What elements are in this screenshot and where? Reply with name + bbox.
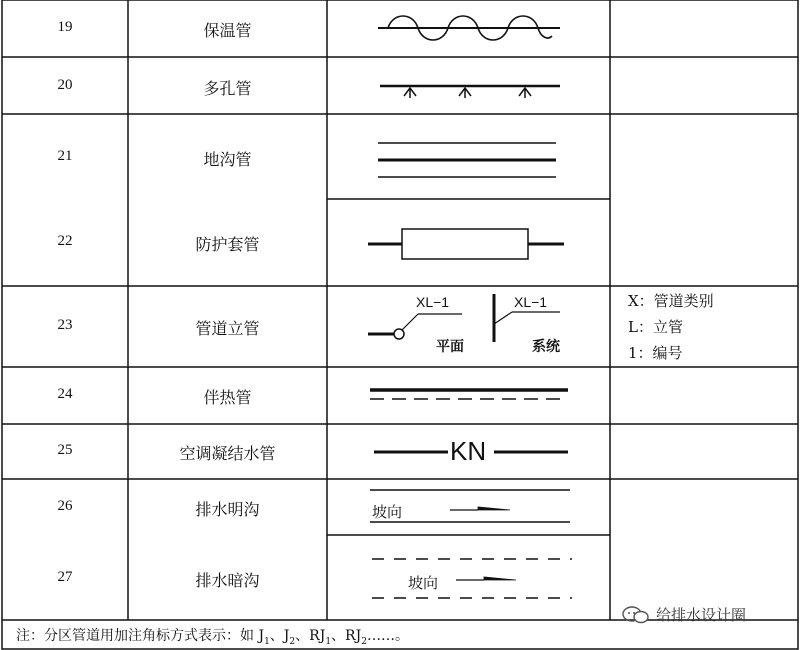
remark-line-1: X：管道类别 bbox=[628, 292, 714, 310]
watermark-text: 给排水设计圈 bbox=[656, 606, 747, 624]
symbol-insulated-pipe bbox=[378, 16, 560, 40]
symbol-covered-drain bbox=[372, 559, 572, 598]
symbol-porous-pipe bbox=[380, 86, 560, 98]
row-24-name: 伴热管 bbox=[203, 388, 252, 407]
row-21-name: 地沟管 bbox=[203, 150, 252, 169]
row-20-name: 多孔管 bbox=[203, 79, 252, 98]
row-24-number: 24 bbox=[57, 386, 73, 402]
row-27-number: 27 bbox=[57, 569, 73, 585]
row-22-number: 22 bbox=[57, 233, 73, 249]
remark-line-2: L：立管 bbox=[628, 318, 683, 336]
row-26-number: 26 bbox=[57, 498, 73, 514]
open-drain-slope-label: 坡向 bbox=[372, 503, 403, 521]
symbol-protective-sleeve bbox=[368, 229, 564, 259]
riser-system-label: 系统 bbox=[532, 339, 560, 355]
footnote-prefix: 注：分区管道用加注角标方式表示：如 J bbox=[16, 628, 265, 644]
row-27-name: 排水暗沟 bbox=[195, 571, 260, 590]
riser-system-code: XL−1 bbox=[514, 294, 548, 310]
row-21-number: 21 bbox=[57, 148, 73, 164]
footnote-sep3: 、RJ bbox=[331, 628, 362, 644]
row-26-name: 排水明沟 bbox=[195, 500, 260, 519]
watermark bbox=[622, 604, 746, 625]
condensate-kn-label: KN bbox=[450, 436, 487, 466]
riser-plan-code: XL−1 bbox=[416, 294, 450, 310]
footnote-rj1-sub: 1 bbox=[325, 636, 332, 647]
wechat-icon bbox=[622, 605, 650, 625]
footnote-rj2-sub: 2 bbox=[361, 636, 367, 647]
row-19-number: 19 bbox=[57, 19, 73, 35]
footnote-j2-sub: 2 bbox=[289, 636, 296, 647]
footnote-sep2: 、RJ bbox=[295, 628, 326, 644]
row-19-name: 保温管 bbox=[203, 21, 252, 40]
row-23-number: 23 bbox=[57, 317, 73, 333]
covered-drain-slope-label: 坡向 bbox=[408, 574, 439, 592]
row-25-name: 空调凝结水管 bbox=[179, 444, 276, 463]
footnote-sep1: 、J bbox=[269, 628, 290, 644]
row-23-name: 管道立管 bbox=[195, 319, 260, 338]
footnote-j1-sub: 1 bbox=[264, 636, 270, 647]
footnote bbox=[16, 625, 409, 647]
row-22-name: 防护套管 bbox=[195, 235, 260, 254]
row-20-number: 20 bbox=[57, 77, 73, 93]
remark-line-3: 1：编号 bbox=[628, 344, 683, 362]
symbol-heat-tracing-pipe bbox=[370, 390, 568, 399]
symbol-trench-pipe bbox=[378, 143, 556, 177]
footnote-suffix: ……。 bbox=[366, 628, 409, 644]
riser-plan-label: 平面 bbox=[436, 339, 464, 355]
row-25-number: 25 bbox=[57, 442, 73, 458]
